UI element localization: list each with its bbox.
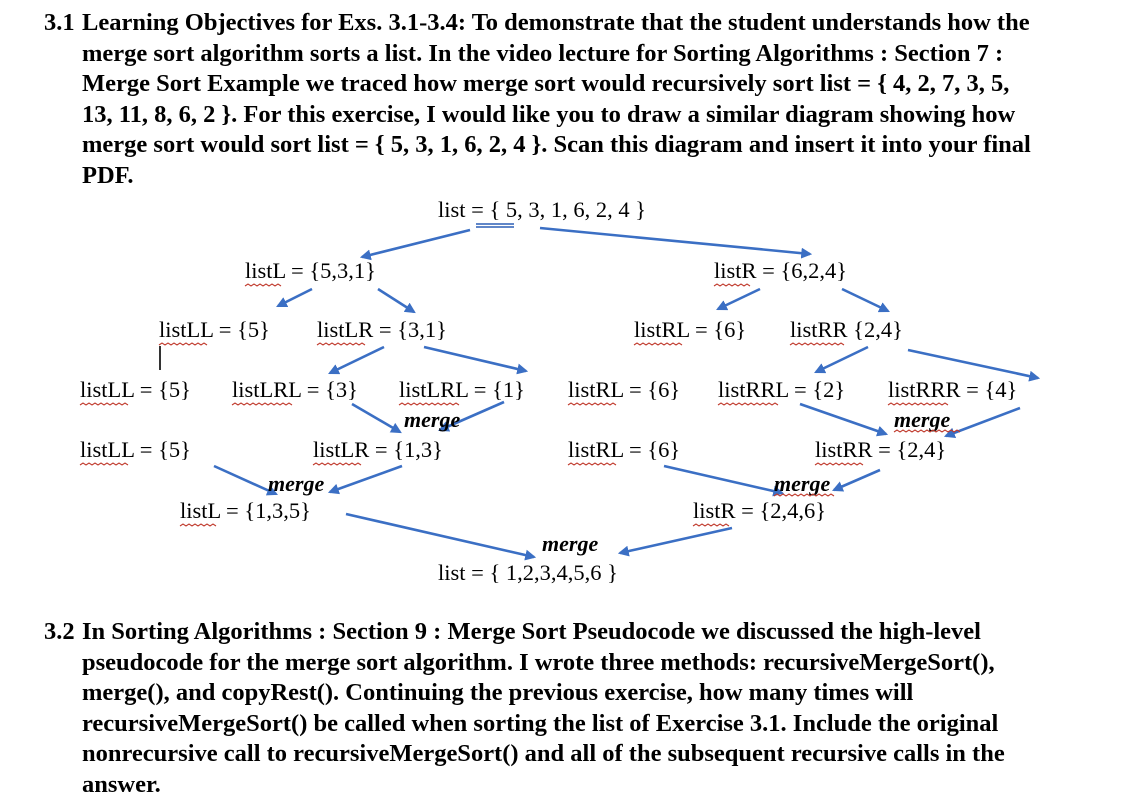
arrow-listLR-to-listLRR	[424, 347, 526, 371]
merge-label: merge	[542, 531, 598, 556]
node-listLL: listLL = {5}	[159, 317, 270, 342]
paragraph-line: nonrecursive call to recursiveMergeSort() and all of the subsequent recursive calls in the	[44, 739, 1114, 770]
arrow-listR-to-listRL	[718, 289, 760, 309]
exercise-3-2	[44, 617, 1114, 800]
arrow-listL-merge	[346, 514, 534, 557]
node-listRL: listRL = {6}	[634, 317, 746, 342]
node-listL-merged: listL = {1,3,5}	[180, 498, 311, 523]
arrow-listLR-merge	[330, 466, 402, 492]
arrow-listL-to-listLR	[378, 289, 414, 312]
exercise-number: 3.1	[44, 8, 75, 39]
arrow-listLL-merge	[214, 466, 276, 494]
node-root: list = { 5, 3, 1, 6, 2, 4 }	[438, 197, 646, 222]
node-listR-merged: listR = {2,4,6}	[693, 498, 826, 523]
paragraph-line: merge(), and copyRest(). Continuing the previous exercise, how many times will	[44, 678, 1114, 709]
paragraph-line: 13, 11, 8, 6, 2 }. For this exercise, I would like you to draw a similar diagram showing how	[44, 100, 1114, 131]
paragraph-line: Merge Sort Example we traced how merge sort would recursively sort list = { 4, 2, 7, 3, 5,	[44, 69, 1114, 100]
arrow-root-to-listL	[362, 230, 470, 257]
node-listRR-merged: listRR = {2,4}	[815, 437, 946, 462]
paragraph-line: pseudocode for the merge sort algorithm. I wrote three methods: recursiveMergeSort(),	[44, 648, 1114, 679]
node-result: list = { 1,2,3,4,5,6 }	[438, 560, 618, 585]
arrow-listL-to-listLL	[278, 289, 312, 306]
arrow-listRR-merge	[834, 470, 880, 490]
node-listRL-level4: listRL = {6}	[568, 437, 680, 462]
arrow-listRRR-merge	[946, 408, 1020, 436]
arrow-root-to-listR	[540, 228, 810, 254]
merge-label: merge	[894, 407, 950, 432]
merge-label: merge	[404, 407, 460, 432]
arrow-listR-to-listRR	[842, 289, 888, 311]
paragraph-line: In Sorting Algorithms : Section 9 : Merge Sort Pseudocode we discussed the high-level	[44, 617, 1114, 648]
node-listLR-merged: listLR = {1,3}	[313, 437, 443, 462]
paragraph-line: Learning Objectives for Exs. 3.1-3.4: To demonstrate that the student understands how the	[44, 8, 1114, 39]
node-listLL-level3: listLL = {5}	[80, 377, 191, 402]
merge-label: merge	[774, 471, 830, 496]
paragraph-line: merge sort would sort list = { 5, 3, 1, 6, 2, 4 }. Scan this diagram and insert it into your final	[44, 130, 1114, 161]
exercise-number: 3.2	[44, 617, 75, 648]
paragraph-line: PDF.	[44, 161, 1114, 192]
arrow-listRRL-merge	[800, 404, 886, 434]
arrow-listRR-to-listRRR	[908, 350, 1038, 378]
paragraph-line: merge sort algorithm sorts a list. In the video lecture for Sorting Algorithms : Section 7 :	[44, 39, 1114, 70]
node-listLRL: listLRL = {3}	[232, 377, 358, 402]
paragraph-line: recursiveMergeSort() be called when sorting the list of Exercise 3.1. Include the original	[44, 709, 1114, 740]
node-listLRR: listLRL = {1}	[399, 377, 525, 402]
root-underline	[476, 224, 514, 227]
node-listL: listL = {5,3,1}	[245, 258, 376, 283]
arrow-listRR-to-listRRL	[816, 347, 868, 372]
arrow-listRL-merge	[664, 466, 782, 493]
arrow-listR-merge	[620, 528, 732, 553]
node-listRRR: listRRR = {4}	[888, 377, 1017, 402]
node-listRL-level3: listRL = {6}	[568, 377, 680, 402]
paragraph-line: answer.	[44, 770, 1114, 800]
arrow-listLR-to-listLRL	[330, 347, 384, 373]
node-listR: listR = {6,2,4}	[714, 258, 847, 283]
node-listLR: listLR = {3,1}	[317, 317, 447, 342]
node-listRRL: listRRL = {2}	[718, 377, 845, 402]
merge-label: merge	[268, 471, 324, 496]
node-listLL-level4: listLL = {5}	[80, 437, 191, 462]
arrow-listLRL-merge	[352, 404, 400, 432]
node-listRR: listRR {2,4}	[790, 317, 903, 342]
